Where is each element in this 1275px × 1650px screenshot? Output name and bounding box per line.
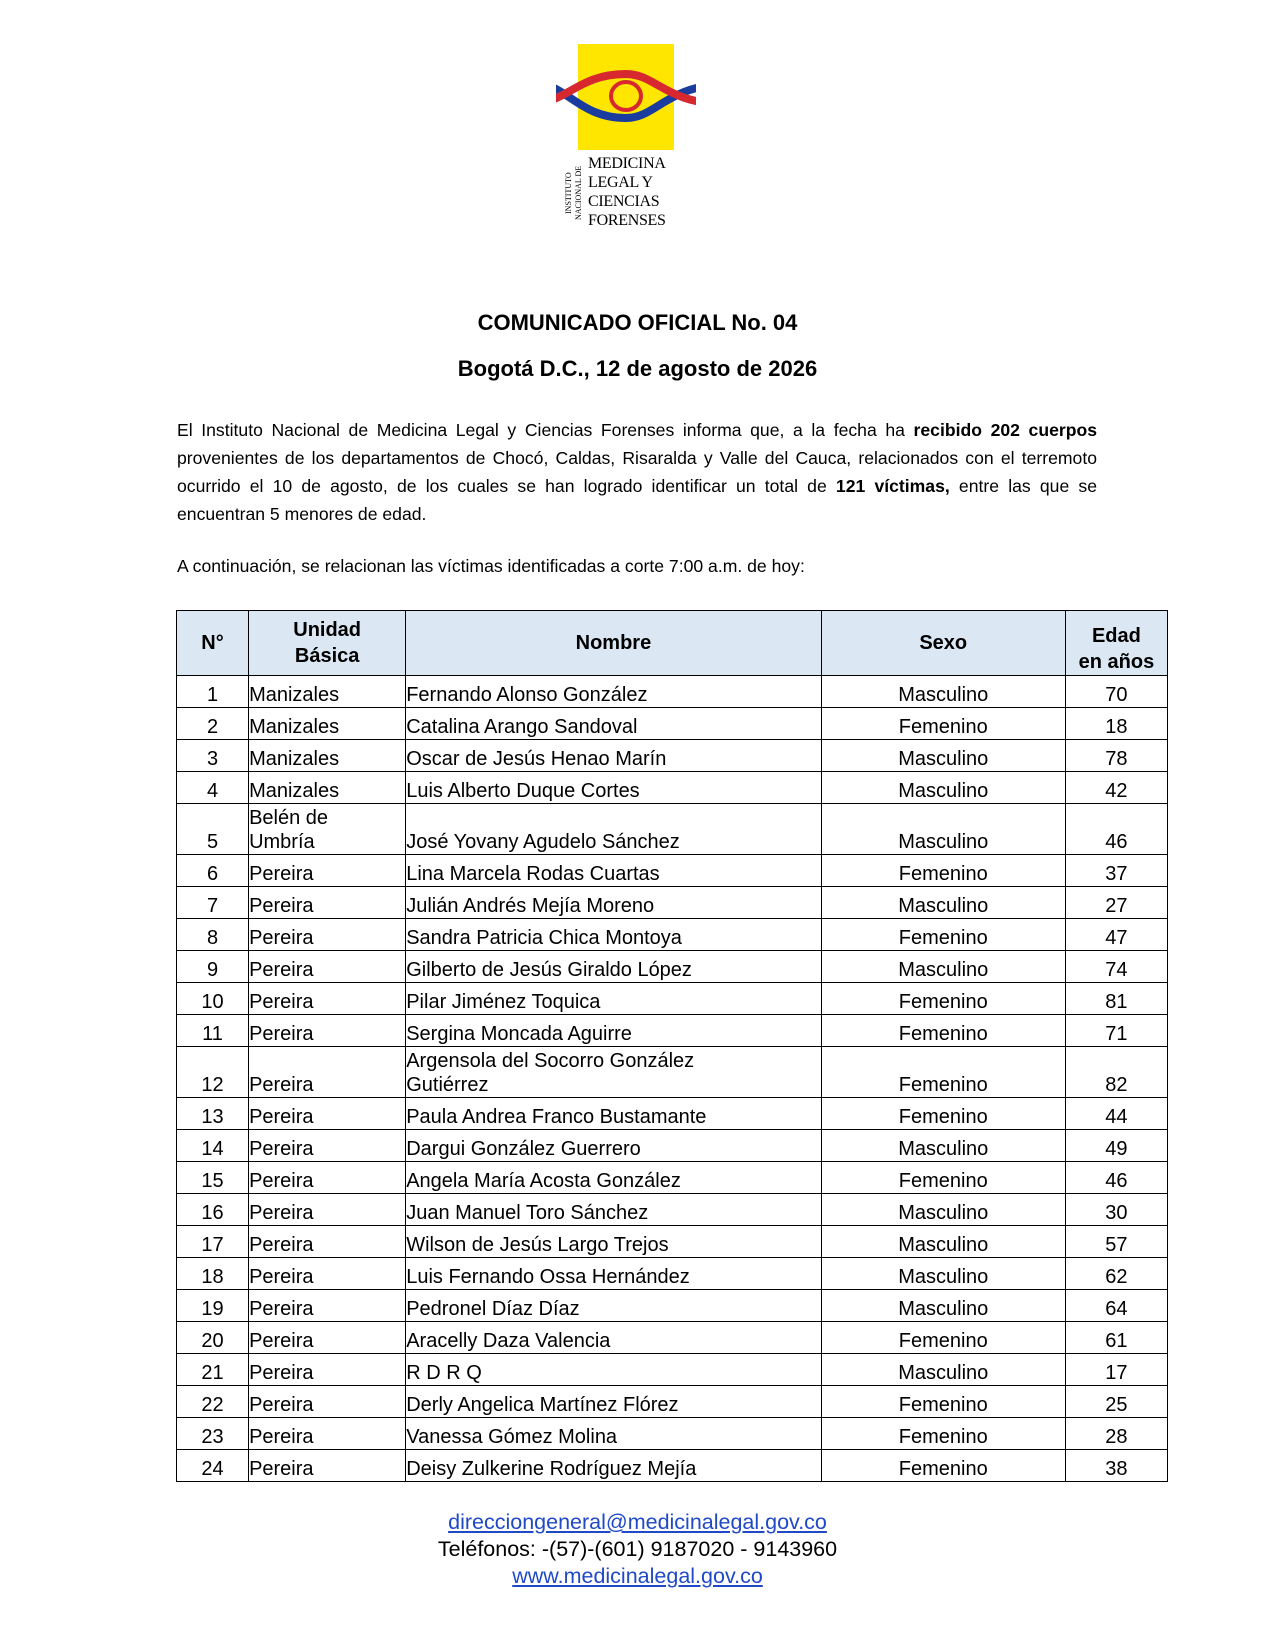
row-sex: Femenino (821, 1098, 1065, 1130)
row-unit: Pereira (249, 1450, 406, 1482)
row-sex: Masculino (821, 676, 1065, 708)
row-age: 57 (1065, 1226, 1167, 1258)
row-age: 17 (1065, 1354, 1167, 1386)
row-age: 38 (1065, 1450, 1167, 1482)
row-number: 12 (177, 1047, 249, 1098)
intro-paragraph: El Instituto Nacional de Medicina Legal y Ciencias Forenses informa que, a la fecha ha recibido 202 cuerpos provenientes de los departamentos de Chocó, Caldas, Risaralda y Valle del Cauca, relacionados con el terremoto ocurrido el 10 de agosto, de los cuales se han logrado identificar un total de 121 víctimas, entre las que se encuentran 5 menores de edad. (177, 420, 1097, 524)
row-sex: Masculino (821, 1258, 1065, 1290)
logo-small-text: INSTITUTO NACIONAL DE (564, 165, 583, 221)
row-number: 2 (177, 708, 249, 740)
row-unit: Pereira (249, 1162, 406, 1194)
row-age: 25 (1065, 1386, 1167, 1418)
row-sex: Femenino (821, 919, 1065, 951)
row-age: 37 (1065, 855, 1167, 887)
table-row (177, 804, 1168, 855)
row-number: 17 (177, 1226, 249, 1258)
row-unit: Pereira (249, 855, 406, 887)
row-age: 46 (1065, 804, 1167, 855)
row-number: 23 (177, 1418, 249, 1450)
row-name: Aracelly Daza Valencia (406, 1322, 821, 1354)
row-age: 81 (1065, 983, 1167, 1015)
row-number: 11 (177, 1015, 249, 1047)
row-sex: Femenino (821, 855, 1065, 887)
row-name: José Yovany Agudelo Sánchez (406, 804, 821, 855)
row-number: 10 (177, 983, 249, 1015)
row-age: 61 (1065, 1322, 1167, 1354)
row-name: Oscar de Jesús Henao Marín (406, 740, 821, 772)
table-row (177, 1015, 1168, 1047)
row-number: 15 (177, 1162, 249, 1194)
table-row (177, 1130, 1168, 1162)
row-age: 30 (1065, 1194, 1167, 1226)
row-unit: Pereira (249, 1047, 406, 1098)
row-sex: Femenino (821, 1015, 1065, 1047)
table-row (177, 1098, 1168, 1130)
table-row (177, 1322, 1168, 1354)
row-unit: Pereira (249, 1098, 406, 1130)
row-age: 82 (1065, 1047, 1167, 1098)
row-age: 18 (1065, 708, 1167, 740)
table-row (177, 983, 1168, 1015)
row-name: Vanessa Gómez Molina (406, 1418, 821, 1450)
row-name: Sandra Patricia Chica Montoya (406, 919, 821, 951)
row-unit: Pereira (249, 1290, 406, 1322)
institute-logo (556, 44, 696, 234)
logo-wordmark (556, 154, 696, 234)
row-age: 42 (1065, 772, 1167, 804)
row-unit: Pereira (249, 1258, 406, 1290)
row-name: Catalina Arango Sandoval (406, 708, 821, 740)
row-name: Angela María Acosta González (406, 1162, 821, 1194)
row-name: Dargui González Guerrero (406, 1130, 821, 1162)
table-row (177, 708, 1168, 740)
row-sex: Femenino (821, 983, 1065, 1015)
row-sex: Masculino (821, 1290, 1065, 1322)
row-age: 62 (1065, 1258, 1167, 1290)
row-name: Paula Andrea Franco Bustamante (406, 1098, 821, 1130)
row-sex: Masculino (821, 1226, 1065, 1258)
row-name: Pedronel Díaz Díaz (406, 1290, 821, 1322)
contact-phones: Teléfonos: -(57)-(601) 9187020 - 9143960 (437, 1537, 838, 1561)
eye-emblem-icon (556, 44, 696, 150)
row-number: 18 (177, 1258, 249, 1290)
row-number: 1 (177, 676, 249, 708)
row-name: Juan Manuel Toro Sánchez (406, 1194, 821, 1226)
row-sex: Femenino (821, 708, 1065, 740)
row-name: Lina Marcela Rodas Cuartas (406, 855, 821, 887)
table-row (177, 1354, 1168, 1386)
row-name: Sergina Moncada Aguirre (406, 1015, 821, 1047)
header-unit: Unidad Básica (249, 611, 406, 676)
header-name: Nombre (406, 611, 821, 676)
row-number: 9 (177, 951, 249, 983)
row-age: 71 (1065, 1015, 1167, 1047)
website-link[interactable]: www.medicinalegal.gov.co (512, 1564, 763, 1588)
table-row (177, 1386, 1168, 1418)
row-unit: Pereira (249, 887, 406, 919)
victims-table (176, 610, 1168, 1482)
table-row (177, 676, 1168, 708)
row-unit: Manizales (249, 708, 406, 740)
row-unit: Pereira (249, 1130, 406, 1162)
row-age: 78 (1065, 740, 1167, 772)
row-age: 27 (1065, 887, 1167, 919)
document-title: COMUNICADO OFICIAL No. 04 (477, 310, 798, 335)
row-sex: Masculino (821, 1354, 1065, 1386)
table-row (177, 951, 1168, 983)
row-number: 22 (177, 1386, 249, 1418)
table-row (177, 1258, 1168, 1290)
row-sex: Masculino (821, 740, 1065, 772)
row-sex: Femenino (821, 1450, 1065, 1482)
row-sex: Femenino (821, 1418, 1065, 1450)
row-sex: Masculino (821, 1194, 1065, 1226)
row-name: Deisy Zulkerine Rodríguez Mejía (406, 1450, 821, 1482)
row-number: 13 (177, 1098, 249, 1130)
row-unit: Manizales (249, 772, 406, 804)
row-unit: Manizales (249, 740, 406, 772)
row-name: R D R Q (406, 1354, 821, 1386)
table-row (177, 1047, 1168, 1098)
row-unit: Pereira (249, 1386, 406, 1418)
table-row (177, 887, 1168, 919)
row-unit: Pereira (249, 1015, 406, 1047)
row-unit: Belén de Umbría (249, 804, 406, 855)
row-number: 24 (177, 1450, 249, 1482)
row-age: 46 (1065, 1162, 1167, 1194)
row-name: Luis Alberto Duque Cortes (406, 772, 821, 804)
row-number: 16 (177, 1194, 249, 1226)
row-sex: Masculino (821, 804, 1065, 855)
table-row (177, 855, 1168, 887)
row-number: 6 (177, 855, 249, 887)
row-age: 44 (1065, 1098, 1167, 1130)
row-sex: Masculino (821, 772, 1065, 804)
row-number: 20 (177, 1322, 249, 1354)
row-unit: Pereira (249, 951, 406, 983)
row-name: Luis Fernando Ossa Hernández (406, 1258, 821, 1290)
list-intro: A continuación, se relacionan las víctimas identificadas a corte 7:00 a.m. de hoy: (177, 556, 805, 576)
row-age: 70 (1065, 676, 1167, 708)
row-sex: Femenino (821, 1322, 1065, 1354)
row-name: Fernando Alonso González (406, 676, 821, 708)
row-name: Argensola del Socorro González Gutiérrez (406, 1047, 821, 1098)
row-number: 21 (177, 1354, 249, 1386)
row-unit: Pereira (249, 1194, 406, 1226)
row-unit: Manizales (249, 676, 406, 708)
row-sex: Masculino (821, 951, 1065, 983)
row-unit: Pereira (249, 1226, 406, 1258)
row-name: Julián Andrés Mejía Moreno (406, 887, 821, 919)
row-sex: Masculino (821, 1130, 1065, 1162)
table-row (177, 1194, 1168, 1226)
header-age: Edad en años (1065, 611, 1167, 676)
header-num: N° (177, 611, 249, 676)
table-row (177, 1290, 1168, 1322)
row-unit: Pereira (249, 919, 406, 951)
row-name: Gilberto de Jesús Giraldo López (406, 951, 821, 983)
table-row (177, 1450, 1168, 1482)
table-row (177, 1226, 1168, 1258)
row-number: 5 (177, 804, 249, 855)
row-sex: Masculino (821, 887, 1065, 919)
row-number: 8 (177, 919, 249, 951)
row-sex: Femenino (821, 1047, 1065, 1098)
row-number: 4 (177, 772, 249, 804)
table-row (177, 772, 1168, 804)
row-sex: Femenino (821, 1386, 1065, 1418)
row-age: 28 (1065, 1418, 1167, 1450)
row-age: 74 (1065, 951, 1167, 983)
place-date: Bogotá D.C., 12 de agosto de 2026 (457, 356, 818, 381)
row-number: 7 (177, 887, 249, 919)
contact-email-link[interactable]: direcciongeneral@medicinalegal.gov.co (448, 1510, 827, 1534)
row-name: Wilson de Jesús Largo Trejos (406, 1226, 821, 1258)
table-row (177, 919, 1168, 951)
table-row (177, 1162, 1168, 1194)
row-number: 19 (177, 1290, 249, 1322)
table-row (177, 740, 1168, 772)
row-age: 47 (1065, 919, 1167, 951)
row-age: 64 (1065, 1290, 1167, 1322)
row-sex: Femenino (821, 1162, 1065, 1194)
row-age: 49 (1065, 1130, 1167, 1162)
row-unit: Pereira (249, 1354, 406, 1386)
row-name: Derly Angelica Martínez Flórez (406, 1386, 821, 1418)
row-unit: Pereira (249, 1418, 406, 1450)
row-name: Pilar Jiménez Toquica (406, 983, 821, 1015)
table-header-row (177, 611, 1168, 676)
row-unit: Pereira (249, 1322, 406, 1354)
row-number: 3 (177, 740, 249, 772)
logo-big-text: MEDICINA LEGAL Y CIENCIAS FORENSES (588, 155, 666, 229)
row-number: 14 (177, 1130, 249, 1162)
table-row (177, 1418, 1168, 1450)
row-unit: Pereira (249, 983, 406, 1015)
header-sex: Sexo (821, 611, 1065, 676)
